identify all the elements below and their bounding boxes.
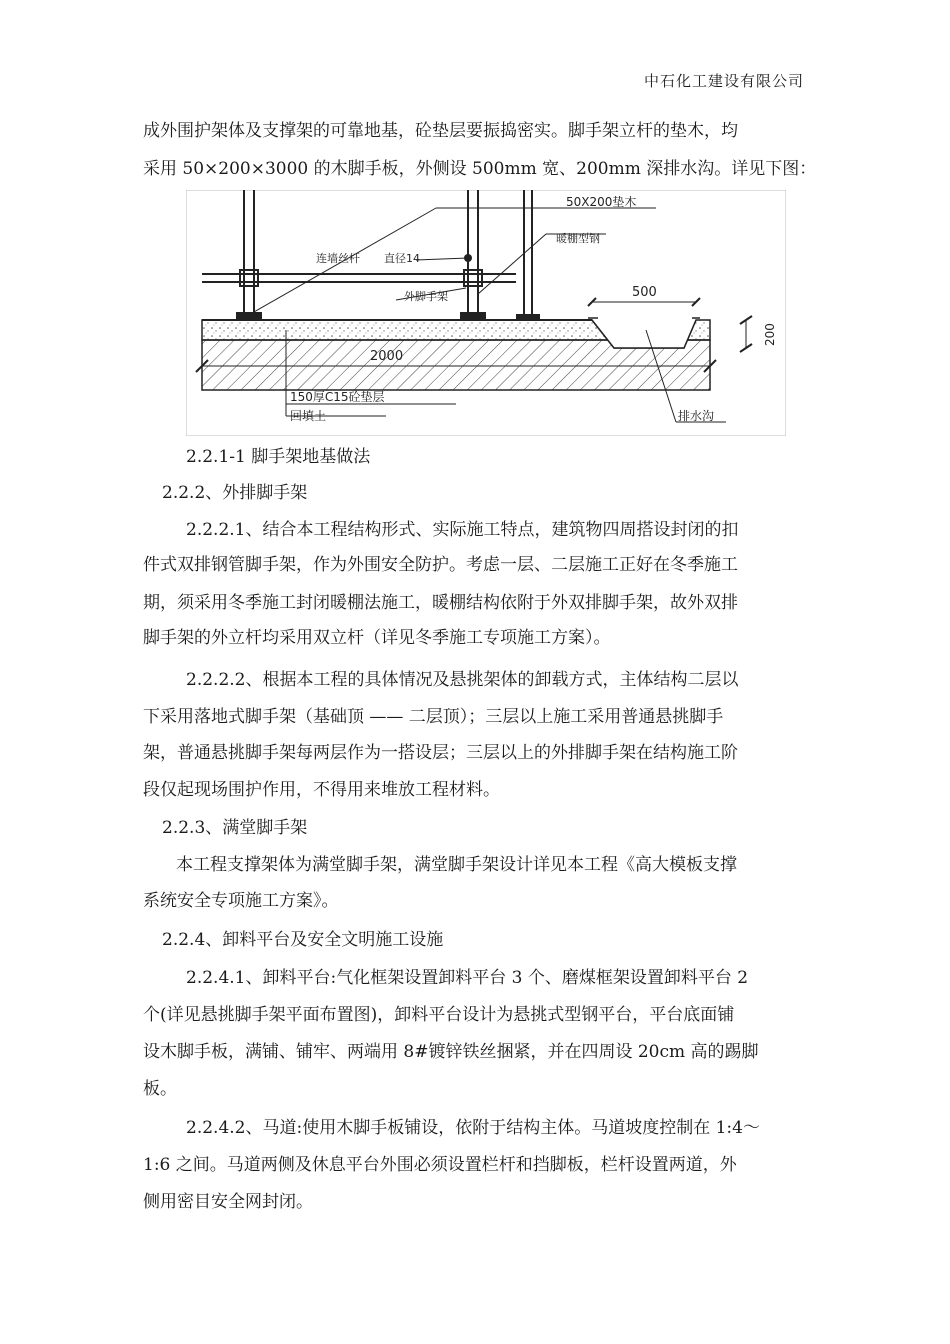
- para-2-2-4-2-line-1: 2.2.4.2、马道:使用木脚手板铺设，依附于结构主体。马道坡度控制在 1:4～: [186, 1118, 760, 1138]
- para-2-2-2-1-line-1: 2.2.2.1、结合本工程结构形式、实际施工特点，建筑物四周搭设封闭的扣: [186, 520, 739, 540]
- para-2-2-4-1-line-3: 设木脚手板，满铺、铺牢、两端用 8#镀锌铁丝捆紧，并在四周设 20cm 高的踢脚: [143, 1042, 759, 1062]
- para-2-2-2-2-line-4: 段仅起现场围护作用，不得用来堆放工程材料。: [143, 780, 500, 800]
- section-2-2-3-title: 2.2.3、满堂脚手架: [162, 818, 308, 838]
- label-backfill: 回填土: [290, 409, 327, 423]
- para-2-2-2-2-line-2: 下采用落地式脚手架（基础顶 —— 二层顶）；三层以上施工采用普通悬挑脚手: [143, 707, 724, 727]
- label-heating-steel: 暖棚型钢: [556, 232, 600, 245]
- label-tie-rod: 连墙丝杆: [316, 252, 360, 265]
- para-2-2-4-1-line-1: 2.2.4.1、卸料平台:气化框架设置卸料平台 3 个、磨煤框架设置卸料平台 2: [186, 968, 749, 988]
- para-2-2-3-line-2: 系统安全专项施工方案》。: [143, 891, 339, 911]
- label-span-2000: 2000: [370, 349, 404, 364]
- company-header: 中石化工建设有限公司: [643, 72, 804, 90]
- para-2-2-2-1-line-2: 件式双排钢管脚手架，作为外围安全防护。考虑一层、二层施工正好在冬季施工: [143, 555, 738, 575]
- foundation-drawing: [186, 190, 786, 436]
- label-depth-200: 200: [763, 323, 777, 346]
- section-2-2-4-title: 2.2.4、卸料平台及安全文明施工设施: [162, 930, 444, 950]
- label-drainage-ditch: 排水沟: [678, 409, 715, 423]
- para-2-2-4-2-line-3: 侧用密目安全网封闭。: [143, 1192, 313, 1212]
- intro-line-2: 采用 50×200×3000 的木脚手板，外侧设 500mm 宽、200mm 深排水沟。详见下图：: [143, 159, 817, 179]
- para-2-2-2-2-line-3: 架，普通悬挑脚手架每两层作为一搭设层；三层以上的外排脚手架在结构施工阶: [143, 743, 738, 763]
- label-pad: 50X200垫木: [566, 195, 637, 209]
- intro-line-1: 成外围护架体及支撑架的可靠地基，砼垫层要振捣密实。脚手架立杆的垫木，均: [143, 121, 738, 141]
- para-2-2-4-1-line-4: 板。: [143, 1079, 177, 1099]
- label-width-500: 500: [632, 285, 657, 300]
- label-diameter: 直径14: [384, 252, 420, 265]
- scaffold-foundation-figure: [186, 190, 786, 436]
- figure-caption: 2.2.1-1 脚手架地基做法: [186, 447, 371, 467]
- para-2-2-2-2-line-1: 2.2.2.2、根据本工程的具体情况及悬挑架体的卸载方式，主体结构二层以: [186, 670, 739, 690]
- para-2-2-3-line-1: 本工程支撑架体为满堂脚手架，满堂脚手架设计详见本工程《高大模板支撑: [176, 855, 737, 875]
- para-2-2-4-1-line-2: 个(详见悬挑脚手架平面布置图)，卸料平台设计为悬挑式型钢平台，平台底面铺: [143, 1005, 735, 1025]
- para-2-2-2-1-line-4: 脚手架的外立杆均采用双立杆（详见冬季施工专项施工方案）。: [143, 628, 611, 648]
- para-2-2-4-2-line-2: 1:6 之间。马道两侧及休息平台外围必须设置栏杆和挡脚板，栏杆设置两道，外: [143, 1155, 737, 1175]
- label-concrete-layer: 150厚C15砼垫层: [290, 390, 385, 404]
- section-2-2-2-title: 2.2.2、外排脚手架: [162, 483, 308, 503]
- label-outer-scaffold: 外脚手架: [404, 290, 448, 303]
- para-2-2-2-1-line-3: 期，须采用冬季施工封闭暖棚法施工，暖棚结构依附于外双排脚手架，故外双排: [143, 593, 738, 613]
